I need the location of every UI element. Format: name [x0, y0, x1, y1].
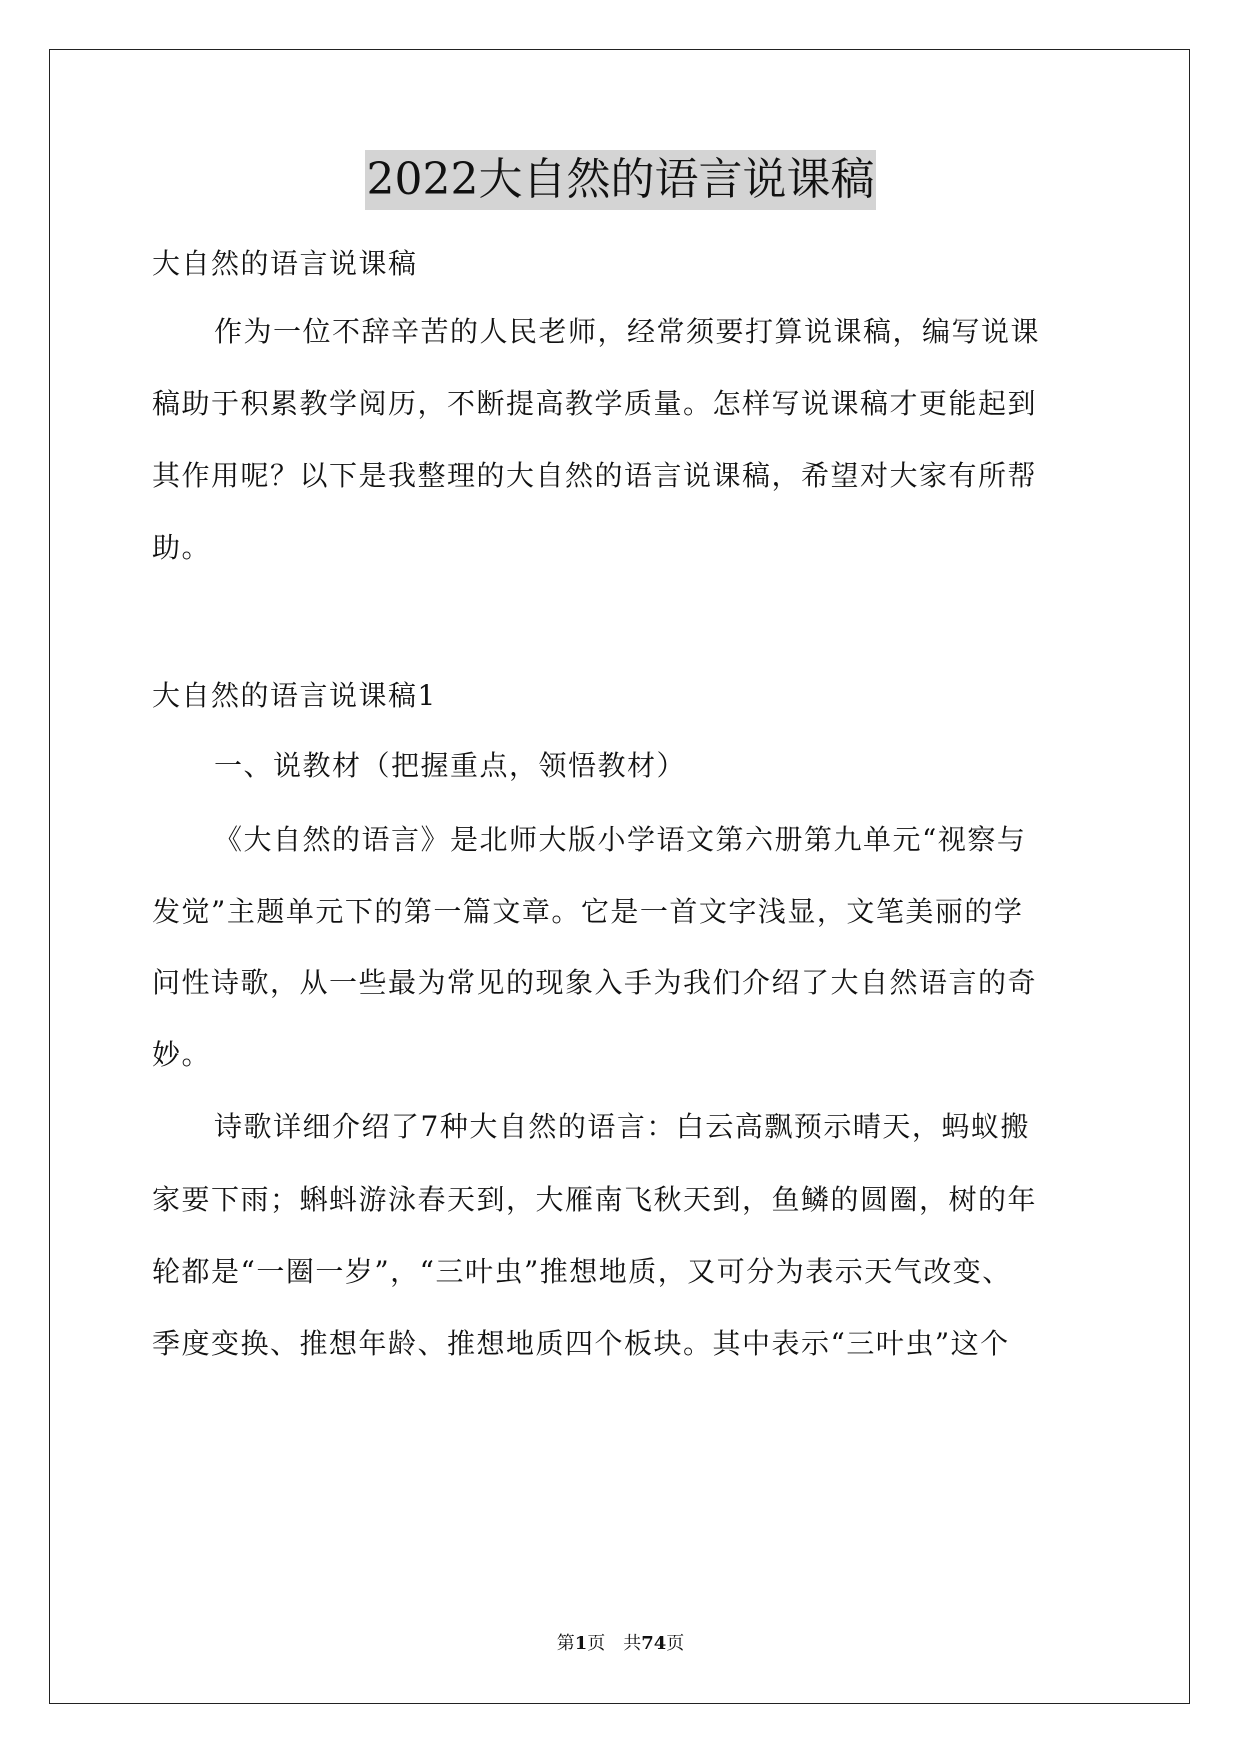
total-page-number: 74: [641, 1633, 667, 1654]
paragraph-line: 发觉”主题单元下的第一篇文章。它是一首文字浅显，文笔美丽的学: [152, 895, 1024, 928]
paragraph-line: 作为一位不辞辛苦的人民老师，经常须要打算说课稿，编写说课: [214, 315, 1041, 348]
section-heading: 大自然的语言说课稿1: [152, 679, 437, 712]
page-border: [49, 49, 1190, 1704]
paragraph-line: 其作用呢？以下是我整理的大自然的语言说课稿，希望对大家有所帮: [152, 459, 1038, 492]
page-footer: [0, 1631, 1241, 1657]
paragraph-line: 轮都是“一圈一岁”，“三叶虫”推想地质，又可分为表示天气改变、: [152, 1255, 1012, 1288]
paragraph-line: 家要下雨；蝌蚪游泳春天到，大雁南飞秋天到，鱼鳞的圆圈，树的年: [152, 1183, 1038, 1216]
paragraph-line: 妙。: [152, 1038, 212, 1071]
paragraph-line: 问性诗歌，从一些最为常见的现象入手为我们介绍了大自然语言的奇: [152, 966, 1038, 999]
paragraph-line: 诗歌详细介绍了7种大自然的语言：白云高飘预示晴天，蚂蚁搬: [214, 1110, 1030, 1143]
paragraph-line: 季度变换、推想年龄、推想地质四个板块。其中表示“三叶虫”这个: [152, 1327, 1010, 1360]
footer-middle: 页 共: [587, 1633, 642, 1654]
paragraph-line: 稿助于积累教学阅历，不断提高教学质量。怎样写说课稿才更能起到: [152, 387, 1038, 420]
paragraph-line: 《大自然的语言》是北师大版小学语文第六册第九单元“视察与: [214, 823, 1027, 856]
document-title: 2022大自然的语言说课稿: [365, 150, 877, 210]
footer-suffix: 页: [666, 1633, 685, 1654]
current-page-number: 1: [574, 1633, 588, 1654]
paragraph-line: 助。: [152, 531, 212, 564]
footer-prefix: 第: [556, 1633, 575, 1654]
subsection-heading: 一、说教材（把握重点，领悟教材）: [214, 749, 687, 782]
title-container: [0, 150, 1241, 210]
section-heading: 大自然的语言说课稿: [152, 247, 418, 280]
